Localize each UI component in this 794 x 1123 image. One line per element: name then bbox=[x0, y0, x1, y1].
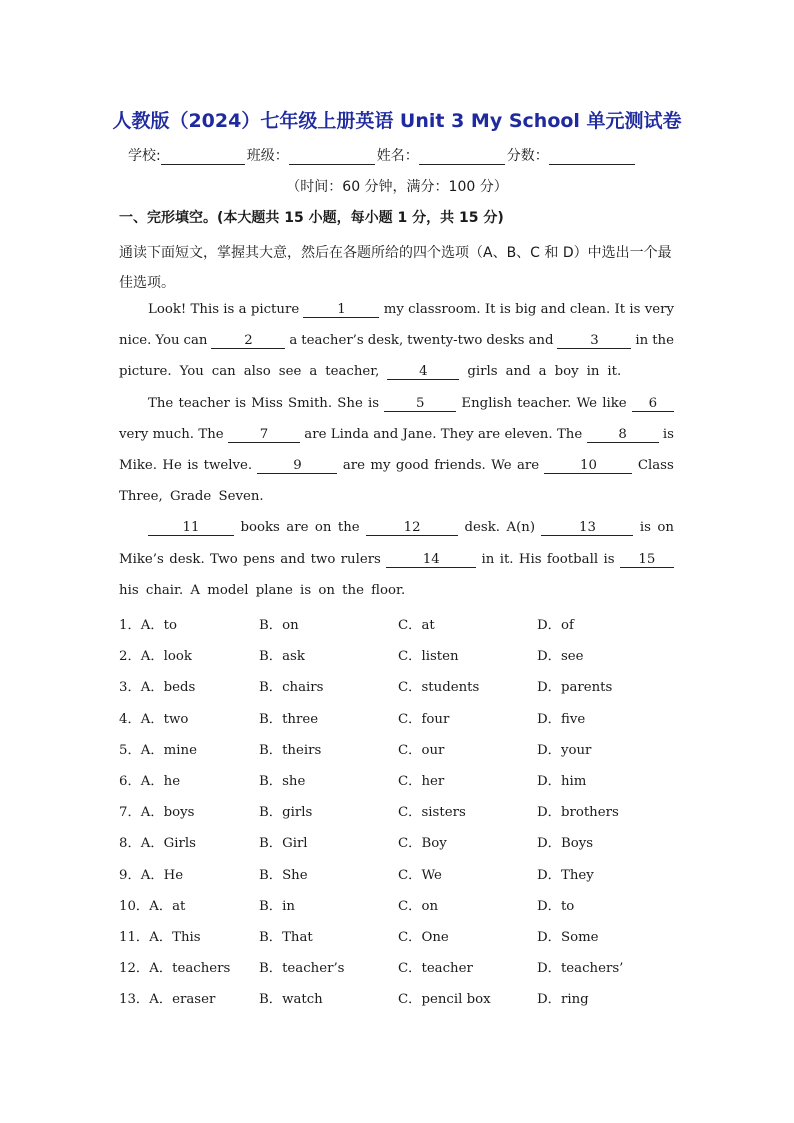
class-label: 班级： bbox=[246, 148, 289, 164]
passage-word: two bbox=[310, 552, 336, 567]
school-label: 学校: bbox=[128, 148, 161, 164]
passage-word: It bbox=[614, 302, 626, 317]
passage-line bbox=[119, 489, 674, 504]
passage-word: teacher’s bbox=[301, 333, 364, 348]
blank-5[interactable]: 5 bbox=[384, 396, 456, 412]
passage-word: Linda bbox=[330, 427, 369, 442]
option-a[interactable]: 6．A．he bbox=[119, 774, 181, 789]
blank-7[interactable]: 7 bbox=[228, 427, 300, 443]
page-title: 人教版（2024）七年级上册英语 Unit 3 My School 单元测试卷 bbox=[112, 110, 682, 132]
option-c[interactable]: C．sisters bbox=[398, 805, 466, 820]
passage-word: picture. bbox=[119, 364, 172, 379]
passage-word: They bbox=[440, 427, 474, 442]
passage-word: it. bbox=[607, 364, 622, 379]
blank-6[interactable]: 6 bbox=[632, 396, 674, 412]
passage-line bbox=[119, 364, 674, 380]
passage-word: Jane. bbox=[402, 427, 437, 442]
passage-word: is bbox=[499, 302, 511, 317]
option-row bbox=[119, 614, 679, 634]
passage-word: can bbox=[211, 364, 236, 379]
passage-word: rulers bbox=[340, 552, 381, 567]
passage-word: the bbox=[337, 520, 360, 535]
passage-word: teacher bbox=[178, 396, 230, 411]
option-a[interactable]: 7．A．boys bbox=[119, 805, 195, 820]
option-row bbox=[119, 739, 679, 759]
passage-word: a bbox=[538, 364, 547, 379]
passage-word: friends. bbox=[434, 458, 486, 473]
option-d[interactable]: D．They bbox=[537, 868, 594, 883]
passage-word: is bbox=[603, 552, 615, 567]
option-b[interactable]: B．on bbox=[259, 618, 299, 633]
score-label: 分数： bbox=[506, 148, 549, 164]
passage-word: is bbox=[187, 458, 199, 473]
passage-word: see bbox=[278, 364, 302, 379]
passage-word: on bbox=[314, 520, 332, 535]
passage-word: big bbox=[515, 302, 537, 317]
option-row bbox=[119, 832, 679, 852]
blank-10[interactable]: 10 bbox=[544, 458, 632, 474]
option-c[interactable]: C．One bbox=[398, 930, 449, 945]
passage-word: It bbox=[484, 302, 496, 317]
option-a[interactable]: 13．A．eraser bbox=[119, 992, 216, 1007]
passage-word: Look! bbox=[148, 302, 187, 317]
passage-word: Mike. bbox=[119, 458, 158, 473]
passage-word: The bbox=[556, 427, 583, 442]
passage-word: desk, bbox=[367, 333, 404, 348]
passage-word: and bbox=[528, 333, 554, 348]
option-b[interactable]: B．ask bbox=[259, 649, 305, 664]
passage-word: nice. bbox=[119, 333, 152, 348]
section-title: 一、完形填空。(本大题共 15 小题，每小题 1 分，共 15 分) bbox=[119, 210, 504, 226]
passage-word: boy bbox=[554, 364, 579, 379]
blank-14[interactable]: 14 bbox=[386, 552, 476, 568]
option-c[interactable]: C．our bbox=[398, 743, 445, 758]
option-d[interactable]: D．teachers’ bbox=[537, 961, 624, 976]
option-c[interactable]: C．students bbox=[398, 680, 480, 695]
passage-word: He bbox=[162, 458, 182, 473]
name-blank bbox=[419, 150, 505, 165]
passage-word: it. bbox=[499, 552, 514, 567]
option-c[interactable]: C．Boy bbox=[398, 836, 447, 851]
passage-word: also bbox=[243, 364, 271, 379]
blank-8[interactable]: 8 bbox=[587, 427, 659, 443]
passage-word: are bbox=[342, 458, 365, 473]
passage-word: football bbox=[546, 552, 599, 567]
option-b[interactable]: B．theirs bbox=[259, 743, 322, 758]
option-row bbox=[119, 957, 679, 977]
option-a[interactable]: 5．A．mine bbox=[119, 743, 197, 758]
blank-4[interactable]: 4 bbox=[387, 364, 459, 380]
option-c[interactable]: C．We bbox=[398, 868, 442, 883]
passage-word: teacher, bbox=[325, 364, 380, 379]
passage-word: desks bbox=[486, 333, 525, 348]
option-d[interactable]: D．your bbox=[537, 743, 592, 758]
blank-12[interactable]: 12 bbox=[366, 520, 458, 536]
option-b[interactable]: B．she bbox=[259, 774, 306, 789]
passage-word: twelve. bbox=[203, 458, 253, 473]
passage-word: clean. bbox=[569, 302, 611, 317]
passage-word: picture bbox=[250, 302, 300, 317]
passage-word: You bbox=[155, 333, 180, 348]
passage-word: desk. bbox=[169, 552, 205, 567]
blank-1[interactable]: 1 bbox=[303, 302, 379, 318]
passage-text: his chair. A model plane is on the floor. bbox=[119, 583, 406, 598]
option-a[interactable]: 2．A．look bbox=[119, 649, 192, 664]
passage-word: are bbox=[477, 427, 501, 442]
option-b[interactable]: B．three bbox=[259, 712, 319, 727]
passage-word: pens bbox=[243, 552, 275, 567]
passage-line bbox=[148, 302, 674, 318]
option-row bbox=[119, 708, 679, 728]
passage-word: Miss bbox=[251, 396, 283, 411]
option-c[interactable]: C．four bbox=[398, 712, 450, 727]
blank-13[interactable]: 13 bbox=[541, 520, 633, 536]
option-b[interactable]: B．chairs bbox=[259, 680, 324, 695]
passage-word: very bbox=[119, 427, 149, 442]
option-c[interactable]: C．teacher bbox=[398, 961, 473, 976]
option-a[interactable]: 3．A．beds bbox=[119, 680, 196, 695]
passage-word: books bbox=[240, 520, 280, 535]
passage-word: His bbox=[518, 552, 542, 567]
option-d[interactable]: D．to bbox=[537, 899, 575, 914]
option-d[interactable]: D．Boys bbox=[537, 836, 594, 851]
passage-word: in bbox=[481, 552, 495, 567]
passage-word: and bbox=[505, 364, 531, 379]
option-b[interactable]: B．in bbox=[259, 899, 295, 914]
passage-line bbox=[148, 396, 674, 412]
passage-word: very bbox=[644, 302, 674, 317]
passage-text: Three, Grade Seven. bbox=[119, 489, 264, 504]
option-a[interactable]: 12．A．teachers bbox=[119, 961, 231, 976]
passage-word: This bbox=[190, 302, 220, 317]
option-a[interactable]: 9．A．He bbox=[119, 868, 184, 883]
passage-word: We bbox=[491, 458, 512, 473]
passage-word: can bbox=[183, 333, 208, 348]
option-b[interactable]: B．teacher’s bbox=[259, 961, 345, 976]
passage-word: like bbox=[602, 396, 627, 411]
passage-word: are bbox=[516, 458, 540, 473]
time-note: （时间：60 分钟，满分：100 分） bbox=[286, 179, 508, 195]
passage-word: are bbox=[286, 520, 309, 535]
passage-line bbox=[119, 427, 674, 443]
option-row bbox=[119, 676, 679, 696]
passage-word: is bbox=[662, 427, 674, 442]
student-info-row bbox=[128, 145, 637, 165]
option-d[interactable]: D．Some bbox=[537, 930, 599, 945]
passage-word: girls bbox=[467, 364, 498, 379]
passage-word: a bbox=[238, 302, 247, 317]
passage-word: and bbox=[373, 427, 399, 442]
passage-word: a bbox=[289, 333, 298, 348]
passage-line bbox=[119, 583, 674, 598]
passage-word: Class bbox=[637, 458, 674, 473]
option-b[interactable]: B．girls bbox=[259, 805, 313, 820]
passage-word: is bbox=[223, 302, 235, 317]
option-b[interactable]: B．She bbox=[259, 868, 308, 883]
passage-word: is bbox=[367, 396, 380, 411]
passage-word: on bbox=[657, 520, 674, 535]
passage-word: much. bbox=[152, 427, 194, 442]
option-a[interactable]: 11．A．This bbox=[119, 930, 201, 945]
passage-word: desk. bbox=[464, 520, 501, 535]
passage-word: classroom. bbox=[408, 302, 481, 317]
option-b[interactable]: B．watch bbox=[259, 992, 323, 1007]
passage-word: Mike’s bbox=[119, 552, 164, 567]
option-c[interactable]: C．at bbox=[398, 618, 435, 633]
option-c[interactable]: C．on bbox=[398, 899, 439, 914]
passage-word: the bbox=[652, 333, 674, 348]
option-row bbox=[119, 895, 679, 915]
blank-11[interactable]: 11 bbox=[148, 520, 234, 536]
passage-word: teacher. bbox=[517, 396, 572, 411]
option-d[interactable]: D．parents bbox=[537, 680, 613, 695]
option-row bbox=[119, 864, 679, 884]
option-row bbox=[119, 988, 679, 1008]
passage-word: are bbox=[304, 427, 327, 442]
passage-word: a bbox=[309, 364, 318, 379]
option-d[interactable]: D．of bbox=[537, 618, 574, 633]
option-b[interactable]: B．That bbox=[259, 930, 313, 945]
instructions: 通读下面短文，掌握其大意，然后在各题所给的四个选项（A、B、C 和 D）中选出一个最佳选项。 bbox=[119, 245, 672, 291]
passage-word: A(n) bbox=[506, 520, 536, 535]
option-c[interactable]: C．listen bbox=[398, 649, 459, 664]
passage-line bbox=[119, 552, 674, 568]
passage-word: my bbox=[370, 458, 391, 473]
name-label: 姓名： bbox=[376, 148, 419, 164]
option-a[interactable]: 1．A．to bbox=[119, 618, 178, 633]
school-blank bbox=[161, 150, 245, 165]
passage-word: my bbox=[383, 302, 404, 317]
passage-word: The bbox=[198, 427, 224, 442]
passage-line bbox=[119, 333, 674, 349]
passage-word: and bbox=[280, 552, 306, 567]
passage-word: We bbox=[576, 396, 598, 411]
option-d[interactable]: D．ring bbox=[537, 992, 589, 1007]
passage-word: good bbox=[395, 458, 429, 473]
blank-15[interactable]: 15 bbox=[620, 552, 674, 568]
passage-word: Two bbox=[210, 552, 238, 567]
option-a[interactable]: 8．A．Girls bbox=[119, 836, 196, 851]
passage-word: is bbox=[235, 396, 247, 411]
option-a[interactable]: 10．A．at bbox=[119, 899, 186, 914]
option-b[interactable]: B．Girl bbox=[259, 836, 308, 851]
passage-word: and bbox=[540, 302, 566, 317]
option-row bbox=[119, 770, 679, 790]
option-row bbox=[119, 801, 679, 821]
option-c[interactable]: C．her bbox=[398, 774, 445, 789]
option-a[interactable]: 4．A．two bbox=[119, 712, 189, 727]
option-c[interactable]: C．pencil box bbox=[398, 992, 491, 1007]
blank-2[interactable]: 2 bbox=[211, 333, 285, 349]
option-row bbox=[119, 645, 679, 665]
option-d[interactable]: D．five bbox=[537, 712, 586, 727]
passage-word: in bbox=[586, 364, 600, 379]
passage-word: is bbox=[639, 520, 651, 535]
passage-word: You bbox=[179, 364, 204, 379]
passage-word: Smith. bbox=[287, 396, 333, 411]
blank-3[interactable]: 3 bbox=[557, 333, 631, 349]
passage-word: English bbox=[461, 396, 513, 411]
blank-9[interactable]: 9 bbox=[257, 458, 337, 474]
score-blank bbox=[549, 150, 635, 165]
passage-word: eleven. bbox=[504, 427, 553, 442]
option-d[interactable]: D．see bbox=[537, 649, 584, 664]
passage-word: The bbox=[148, 396, 174, 411]
option-row bbox=[119, 926, 679, 946]
passage-word: in bbox=[635, 333, 649, 348]
option-d[interactable]: D．brothers bbox=[537, 805, 619, 820]
passage-line bbox=[148, 520, 674, 536]
passage-line bbox=[119, 458, 674, 474]
option-d[interactable]: D．him bbox=[537, 774, 587, 789]
passage-word: is bbox=[629, 302, 641, 317]
passage-word: She bbox=[337, 396, 363, 411]
class-blank bbox=[289, 150, 375, 165]
passage-word: twenty-two bbox=[407, 333, 483, 348]
